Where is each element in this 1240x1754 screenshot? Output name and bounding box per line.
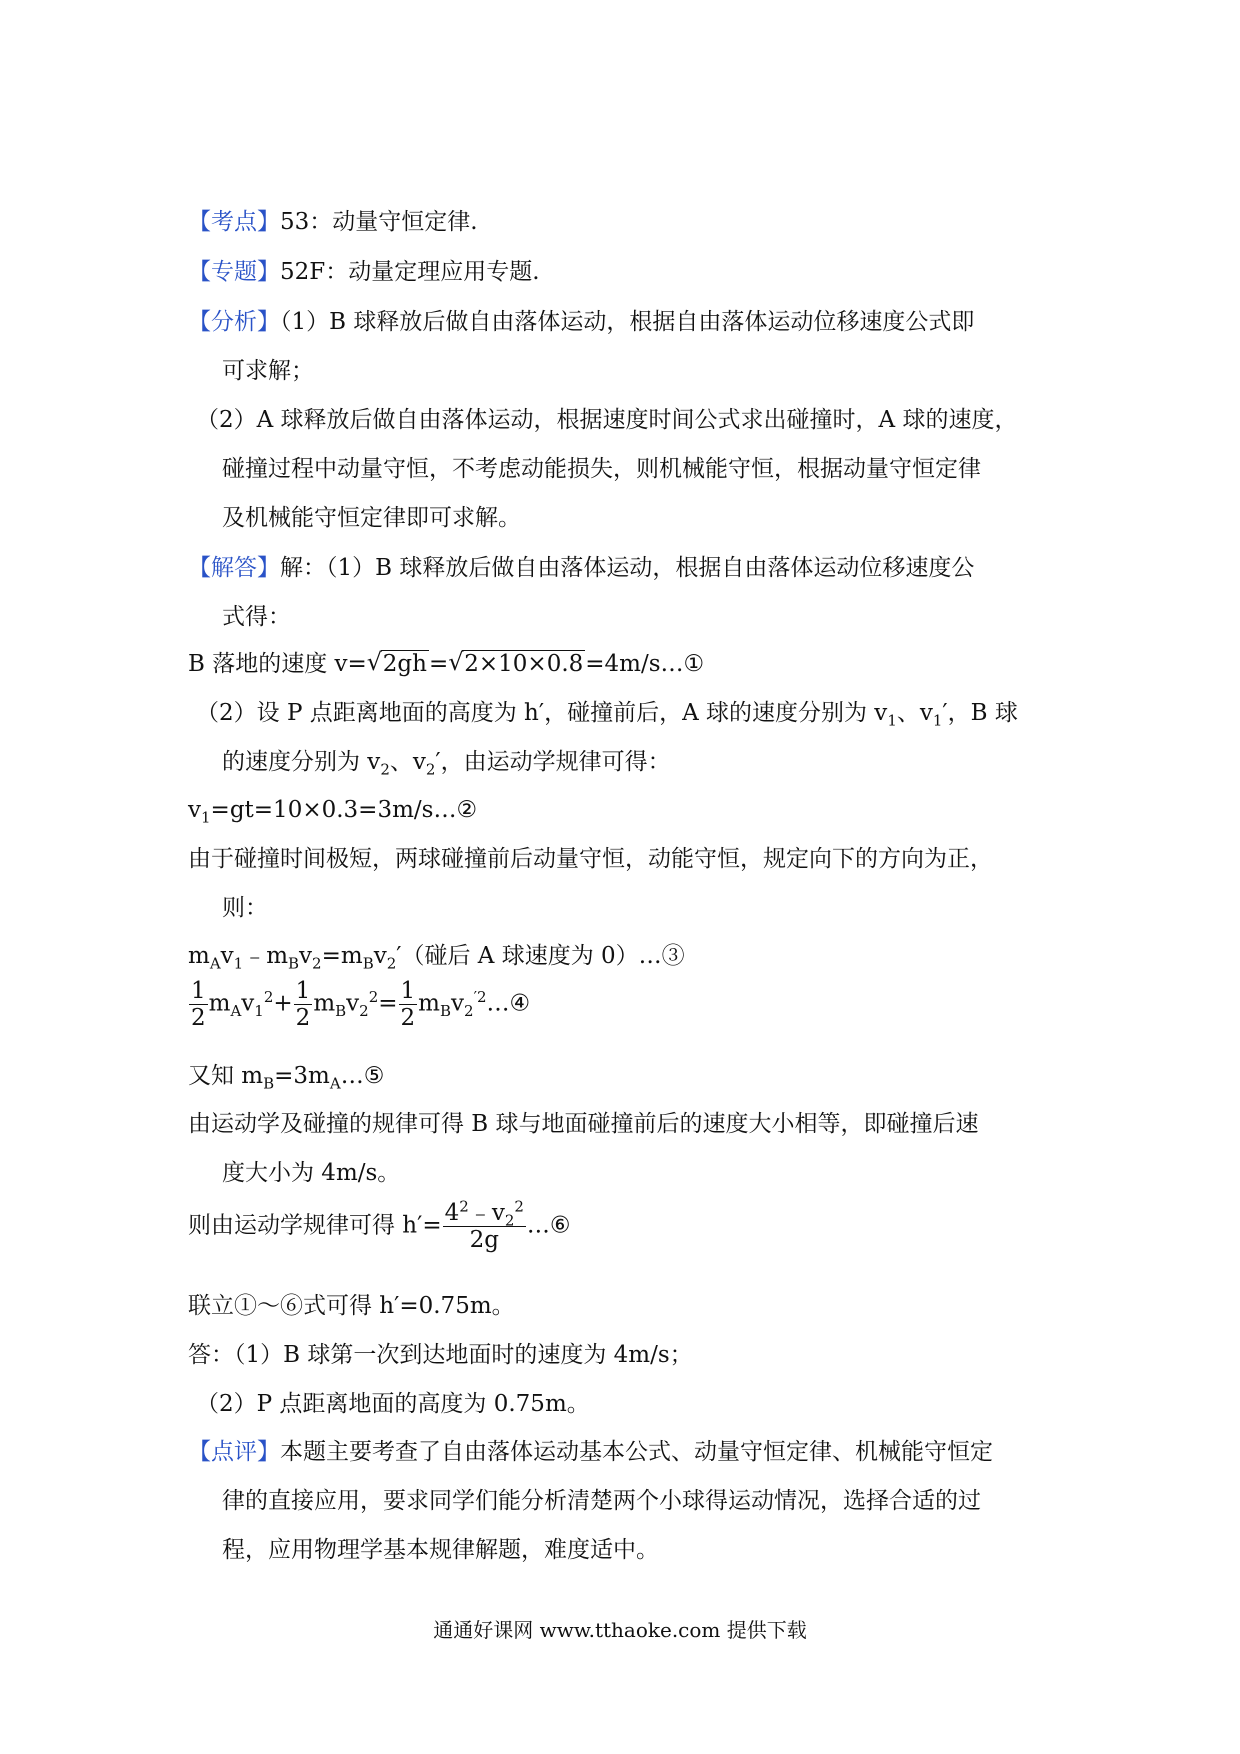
fenxi-line-2: 可求解； (222, 358, 314, 384)
fraction-h-prime: $\frac{4^2﹣v_2^2}{2g}$ (444, 1197, 524, 1253)
fenxi-line-4: 碰撞过程中动量守恒，不考虑动能损失，则机械能守恒，根据动量守恒定律 (222, 456, 981, 482)
fenxi-line-1 (188, 306, 974, 338)
fraction-half-2: $\frac{1}{2}$ (295, 978, 311, 1031)
dianping-tag: 【点评】 (188, 1439, 280, 1465)
jieda-line-5: 的速度分别为 $v_2$、$v_2'$，由运动学规律可得： (222, 749, 671, 779)
zhuanti-tag: 【专题】 (188, 259, 280, 285)
zhuanti-line (188, 256, 540, 288)
jieda-line-4: （2）设 P 点距离地面的高度为 h′，碰撞前后，A 球的速度分别为 $v_1$、$v_1'$，B 球 (196, 700, 1018, 730)
answer-line-2: （2）P 点距离地面的高度为 0.75m。 (196, 1391, 590, 1417)
dianping-text-1: 本题主要考查了自由落体运动基本公式、动量守恒定律、机械能守恒定 (280, 1439, 993, 1465)
jieda-line-7: 由于碰撞时间极短，两球碰撞前后动量守恒，动能守恒，规定向下的方向为正， (188, 846, 993, 872)
fraction-half-1: $\frac{1}{2}$ (191, 978, 206, 1031)
equation-2: $v_1=gt=10\times 0.3=3m/s\dots ②$ (188, 797, 478, 827)
dianping-line-2: 律的直接应用，要求同学们能分析清楚两个小球得运动情况，选择合适的过 (222, 1488, 981, 1514)
jieda-text-1: 解：（1）B 球释放后做自由落体运动，根据自由落体运动位移速度公 (280, 555, 975, 581)
fenxi-line-5: 及机械能守恒定律即可求解。 (222, 505, 521, 531)
sqrt-numeric: √ 2×10×0.8 (448, 648, 584, 677)
footer-text: 通通好课网 www.tthaoke.com 提供下载 (433, 1618, 807, 1642)
jieda-line-13: 度大小为 4m/s。 (222, 1160, 401, 1186)
jieda-line-2: 式得： (222, 604, 291, 630)
equation-5: 又知 $m_B=3m_A\dots ⑤$ (188, 1063, 385, 1093)
jieda-tag: 【解答】 (188, 555, 280, 581)
fenxi-tag: 【分析】 (188, 309, 280, 335)
answer-line-1: 答：（1）B 球第一次到达地面时的速度为 4m/s； (188, 1342, 693, 1368)
equation-3: $m_Av_1﹣m_Bv_2=m_Bv_2'$（碰后 A 球速度为 0）…③ (188, 943, 685, 973)
kaodian-text: 53：动量守恒定律. (280, 209, 478, 235)
kaodian-line (188, 206, 478, 238)
fenxi-text-1: （1）B 球释放后做自由落体运动，根据自由落体运动位移速度公式即 (280, 309, 975, 335)
jieda-line-1 (188, 552, 974, 584)
dianping-line-3: 程，应用物理学基本规律解题，难度适中。 (222, 1537, 659, 1563)
jieda-line-15: 联立①～⑥式可得 h′=0.75m。 (188, 1293, 515, 1319)
dianping-line-1 (188, 1436, 993, 1468)
jieda-line-12: 由运动学及碰撞的规律可得 B 球与地面碰撞前后的速度大小相等，即碰撞后速 (188, 1111, 979, 1137)
sqrt-2gh: √ 2gh (366, 648, 427, 677)
jieda-line-8: 则： (222, 895, 268, 921)
kaodian-tag: 【考点】 (188, 209, 280, 235)
equation-4: $\frac{1}{2}$ $m_Av_1^2+$ $\frac{1}{2}$ $m_Bv_2^2=$ $\frac{1}{2}$ $m_Bv_2^{'2}\dots ④$ (191, 978, 531, 1031)
equation-6: 则由运动学规律可得 h′= $\frac{4^2﹣v_2^2}{2g}$ …⑥ (188, 1197, 571, 1253)
fraction-half-3: $\frac{1}{2}$ (400, 978, 416, 1031)
equation-1: B 落地的速度 v= √ 2gh= √ 2×10×0.8=4m/s…① (188, 648, 704, 680)
fenxi-line-3: （2）A 球释放后做自由落体运动，根据速度时间公式求出碰撞时，A 球的速度， (196, 407, 1018, 433)
zhuanti-text: 52F：动量定理应用专题. (280, 259, 540, 285)
